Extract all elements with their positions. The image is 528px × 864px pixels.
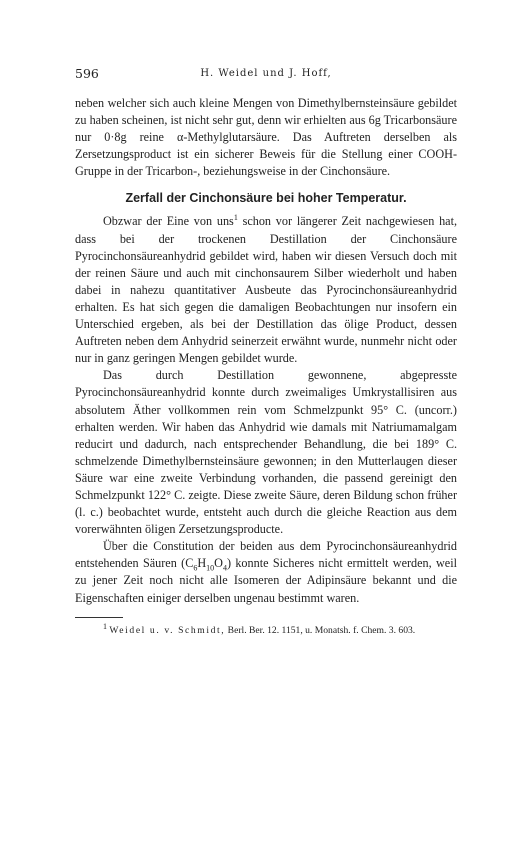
paragraph: [75, 538, 457, 606]
paragraph: [75, 213, 457, 367]
footnote-marker: 1: [103, 621, 107, 631]
footnote-citation: Berl. Ber. 12. 1151, u. Monatsh. f. Chem. 3. 603.: [225, 624, 416, 636]
main-text: [75, 95, 457, 637]
paragraph-text: Über die Constitution der beiden aus dem Pyrocinchonsäureanhydrid entstehenden Säuren (: [75, 539, 457, 571]
footnote-authors: Weidel u. v. Schmidt,: [109, 624, 226, 636]
paragraph-text: ) konnte Sicheres nicht ermittelt werden, weil zu jener Zeit noch nicht alle Isomeren der Adipinsäure bekannt und die Eigenschaften einiger derselben ungenau bestimmt waren.: [75, 556, 457, 605]
paragraph-continued: neben welcher sich auch kleine Mengen von Dimethylbernsteinsäure gebildet zu haben scheinen, ist nicht sehr gut, denn wir erhielten aus 6g Tricarbonsäure nur 0·8g reine α-Methylglutarsäure. Das Auftreten derselben als Zersetzungsproduct ist ein sicherer Beweis für die Stellung einer COOH-Gruppe in der Tricarbon-, beziehungsweise in der Cinchonsäure.: [75, 96, 457, 179]
footnote: [75, 621, 457, 637]
chemical-formula: $C_6H_{10}O_4$: [185, 556, 227, 573]
footnote-divider: [75, 617, 123, 618]
footnote-reference: 1: [233, 213, 238, 223]
running-title: H. Weidel und J. Hoff,: [200, 68, 332, 79]
page-number: 596: [75, 66, 99, 81]
paragraph-text: Obzwar der Eine von uns: [103, 214, 234, 229]
section-heading: Zerfall der Cinchonsäure bei hoher Temperatur.: [125, 191, 407, 206]
paragraph-text: schon vor längerer Zeit nachgewiesen hat, dass bei der trockenen Destillation der Cinchonsäure Pyrocinchonsäureanhydrid gebildet wird, haben wir diesen Versuch doch mit der reinen Säure und auch mit cinchonsaurem Silber wiederholt und haben dabei in nahezu quantitativer Ausbeute das Pyrocinchonsäureanhydrid erhalten. Es hat sich gegen die damaligen Beobachtungen nur insofern ein Unterschied ergeben, als bei der Destillation das ölige Product, dessen Auftreten neben dem Anhydrid seinerzeit erwähnt wurde, nunmehr nicht oder nur in ganz geringen Mengen gebildet wurde.: [75, 214, 458, 366]
paragraph: Das durch Destillation gewonnene, abgepresste Pyrocinchonsäureanhydrid konnte durch zweimaliges Umkrystallisiren aus absolutem Äther vollkommen rein vom Schmelzpunkt 95° C. (uncorr.) erhalten werden. Wir haben das Anhydrid wie damals mit Natriumamalgam reducirt und dadurch, nach entsprechender Behandlung, die bei 189° C. schmelzende Dimethylbernsteinsäure gewonnen; in den Mutterlaugen dieser Säure war eine zweite Verbindung vorhanden, die passend gereinigt den Schmelzpunkt 122° C. zeigte. Diese zweite Säure, deren Bildung schon früher (l. c.) beobachtet wurde, entsteht auch durch die gleiche Reaction aus dem vorerwähnten öligen Zersetzungsproducte.: [75, 368, 457, 537]
